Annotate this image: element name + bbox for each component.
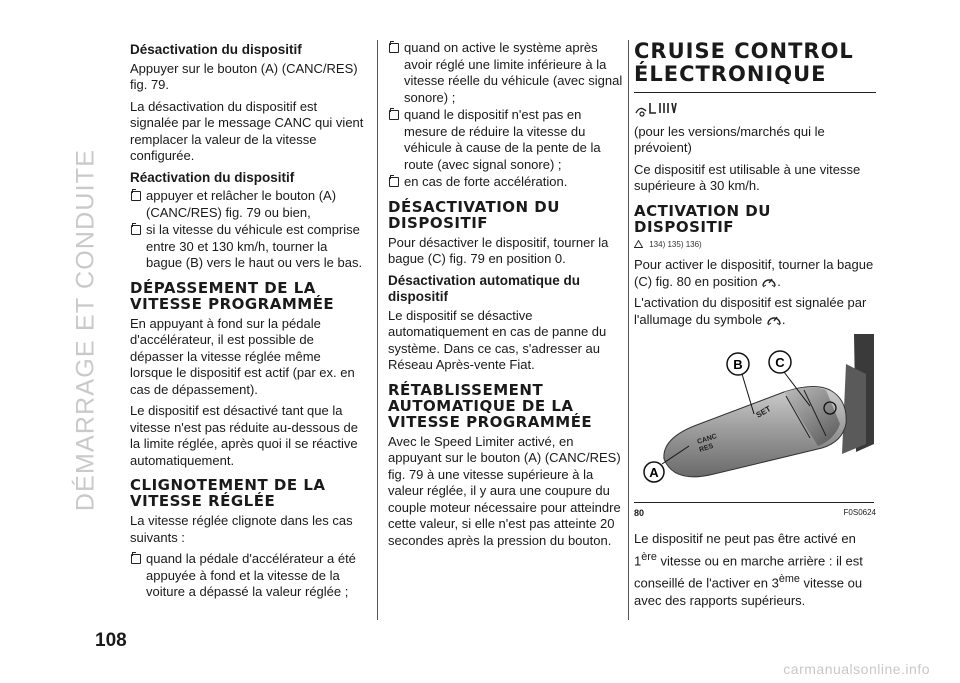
heading-auto-deactivation: Désactivation automatique du dispositif bbox=[388, 272, 581, 304]
paragraph: Pour désactiver le dispositif, tourner la bague (C) fig. 79 en position 0. bbox=[388, 234, 609, 266]
callout-b: B bbox=[733, 357, 743, 372]
section-heading-depassement: DÉPASSEMENT DE LA VITESSE PROGRAMMÉE bbox=[130, 278, 335, 313]
page-number: 108 bbox=[95, 630, 127, 651]
canc-label: CANC bbox=[696, 432, 718, 446]
paragraph: Le dispositif ne peut pas être activé en 1ère vitesse ou en marche arrière : il est conseillé de l'activer en 3ème vitesse ou avec des rapports supérieurs. bbox=[634, 530, 863, 609]
list-item: appuyer et relâcher le bouton (A) (CANC/RES) fig. 79 ou bien, bbox=[130, 188, 365, 221]
section-heading-activation: ACTIVATION DU DISPOSITIF bbox=[634, 201, 771, 236]
paragraph: Pour activer le dispositif, tourner la bague (C) fig. 80 en position . bbox=[634, 257, 874, 289]
footer-watermark: carmanualsonline.info bbox=[783, 661, 930, 677]
list-item: quand le dispositif n'est pas en mesure de réduire la vitesse du véhicule à cause de la pente de la route (avec signal sonore) ; bbox=[388, 107, 624, 173]
column-divider bbox=[628, 40, 629, 620]
res-label: RES bbox=[698, 442, 715, 454]
figure-number: 80 bbox=[634, 508, 645, 518]
figure-caption bbox=[634, 505, 876, 522]
paragraph: Le dispositif se désactive automatiquement en cas de panne du système. Dans ce cas, s'adresser au Réseau Après-vente Fiat. bbox=[388, 307, 607, 372]
list-item: en cas de forte accélération. bbox=[388, 174, 624, 191]
list-item: quand on active le système après avoir réglé une limite inférieure à la vitesse réelle du véhicule (avec signal sonore) ; bbox=[388, 40, 624, 106]
stalk-illustration bbox=[634, 334, 874, 502]
warning-icon bbox=[634, 240, 643, 248]
list-item: si la vitesse du véhicule est comprise entre 30 et 130 km/h, tourner la bague (B) vers le haut ou vers le bas. bbox=[130, 222, 365, 272]
paragraph: Avec le Speed Limiter activé, en appuyant sur le bouton (A) (CANC/RES) fig. 79 à une vitesse supérieure à la valeur réglée, il y aura une coupure du couple moteur nécessaire pour atteindre cette valeur, si elle n'est pas atteinte 20 secondes après la pression du bouton. bbox=[388, 433, 621, 548]
paragraph: (pour les versions/marchés qui le prévoient) bbox=[634, 123, 825, 155]
paragraph: En appuyant à fond sur la pédale d'accélérateur, il est possible de dépasser la vitesse réglée même lorsque le dispositif est actif (par ex. en cas de dépassement). bbox=[130, 315, 355, 397]
warning-references: 134) 135) 136) bbox=[634, 237, 876, 254]
column-2 bbox=[388, 40, 624, 554]
list-item: quand la pédale d'accélérateur a été appuyée à fond et la vitesse de la voiture a dépassé la valeur réglée ; bbox=[130, 551, 365, 601]
figure-80-lever bbox=[634, 334, 874, 503]
callout-c: C bbox=[775, 355, 785, 370]
section-heading-retablissement: RÉTABLISSEMENT AUTOMATIQUE DE LA VITESSE PROGRAMMÉE bbox=[388, 380, 593, 431]
heading-reactivation: Réactivation du dispositif bbox=[130, 169, 295, 185]
cruise-control-icon bbox=[766, 313, 782, 327]
set-label: SET bbox=[754, 404, 773, 420]
heading-deactivation: Désactivation du dispositif bbox=[130, 42, 302, 57]
column-divider bbox=[377, 40, 378, 620]
paragraph: Le dispositif est désactivé tant que la vitesse n'est pas réduite au-dessous de la limite réglée, après quoi il se réactive automatiquement. bbox=[130, 403, 358, 468]
version-icon bbox=[634, 99, 876, 122]
paragraph: Appuyer sur le bouton (A) (CANC/RES) fig. 79. bbox=[130, 60, 358, 92]
paragraph: Ce dispositif est utilisable à une vitesse supérieure à 30 km/h. bbox=[634, 161, 861, 193]
callout-a: A bbox=[649, 465, 659, 480]
figure-code: F0S0624 bbox=[843, 508, 876, 517]
paragraph: La vitesse réglée clignote dans les cas suivants : bbox=[130, 513, 353, 545]
column-3 bbox=[634, 40, 876, 615]
section-heading-cruise-control: CRUISE CONTROL ÉLECTRONIQUE bbox=[634, 40, 876, 93]
paragraph: La désactivation du dispositif est signalée par le message CANC qui vient remplacer la valeur de la vitesse configurée. bbox=[130, 98, 364, 163]
section-heading-clignotement: CLIGNOTEMENT DE LA VITESSE RÉGLÉE bbox=[130, 476, 326, 510]
paragraph: L'activation du dispositif est signalée par l'allumage du symbole . bbox=[634, 295, 867, 327]
section-heading-deactivation: DÉSACTIVATION DU DISPOSITIF bbox=[388, 197, 560, 232]
cruise-control-icon bbox=[761, 275, 777, 289]
column-1 bbox=[130, 40, 365, 602]
